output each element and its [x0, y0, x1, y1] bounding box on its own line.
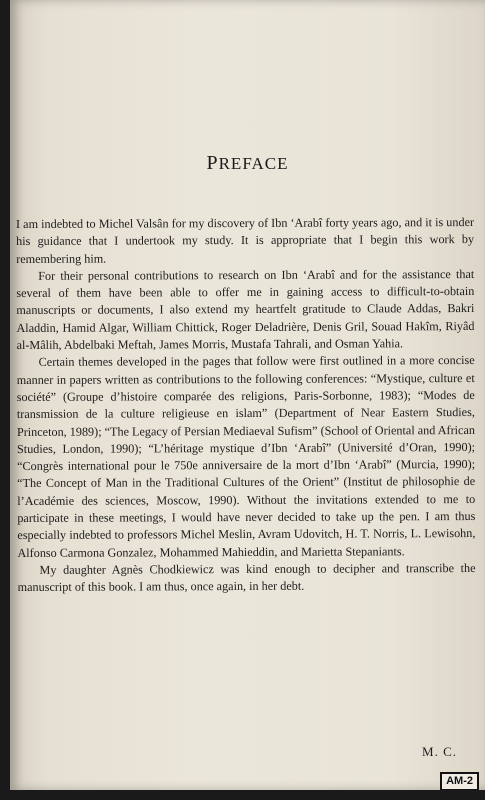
title-rest: REFACE [218, 154, 289, 173]
book-page [10, 0, 485, 790]
paragraph-3: Certain themes developed in the pages that follow were first outlined in a more concise manner in papers written as contributions to the following conferences: “Mystique, culture et société” (Groupe d’histoire comparée des religions, Paris-Sorbonne, 1983); “Modes de transmission de la culture religieuse en islam” (Department of Near Eastern Studies, Princeton, 1989); “The Legacy of Persian Mediaeval Sufism” (School of Oriental and African Studies, London, 1990); “L’héritage mystique d’Ibn ‘Arabî” (Université d’Oran, 1990); “Congrès international pour le 750e anniversaire de la mort d’Ibn ‘Arabî” (Murcia, 1990); “The Concept of Man in the Traditional Cultures of the Orient” (Institut de philosophie de l’Académie des sciences, Moscow, 1990). Without the invitations extended to me to participate in these meetings, I would have never decided to take up the pen. I am thus especially indebted to professors Michel Meslin, Avram Udovitch, H. T. Norris, L. Lewisohn, Alfonso Carmona Gonzalez, Mohammed Mahieddin, and Marietta Stepaniants. [16, 353, 476, 560]
paragraph-4: My daughter Agnès Chodkiewicz was kind enough to decipher and transcribe the manuscript of this book. I am thus, once again, in her debt. [17, 560, 476, 595]
page-title [10, 152, 485, 175]
paragraph-2: For their personal contributions to research on Ibn ‘Arabî and for the assistance that several of them have been able to offer me in gaining access to difficult-to-obtain manuscripts or documents, I also extend my heartfelt gratitude to Claude Addas, Bakri Aladdin, Hamid Algar, William Chittick, Roger Deladrière, Denis Gril, Souad Hakîm, Riyâd al-Mâlih, Abdelbaki Meftah, James Morris, Mustafa Tahrali, and Osman Yahia. [16, 266, 475, 353]
title-initial: P [206, 152, 219, 174]
signature: M. C. [422, 744, 457, 759]
paragraph-1: I am indebted to Michel Valsân for my discovery of Ibn ‘Arabî forty years ago, and it is under his guidance that I undertook my study. It is appropriate that I begin this work by remembering him. [16, 215, 475, 266]
body-text [16, 214, 476, 597]
bottom-shadow [0, 790, 485, 800]
page-badge: AM-2 [440, 772, 479, 791]
